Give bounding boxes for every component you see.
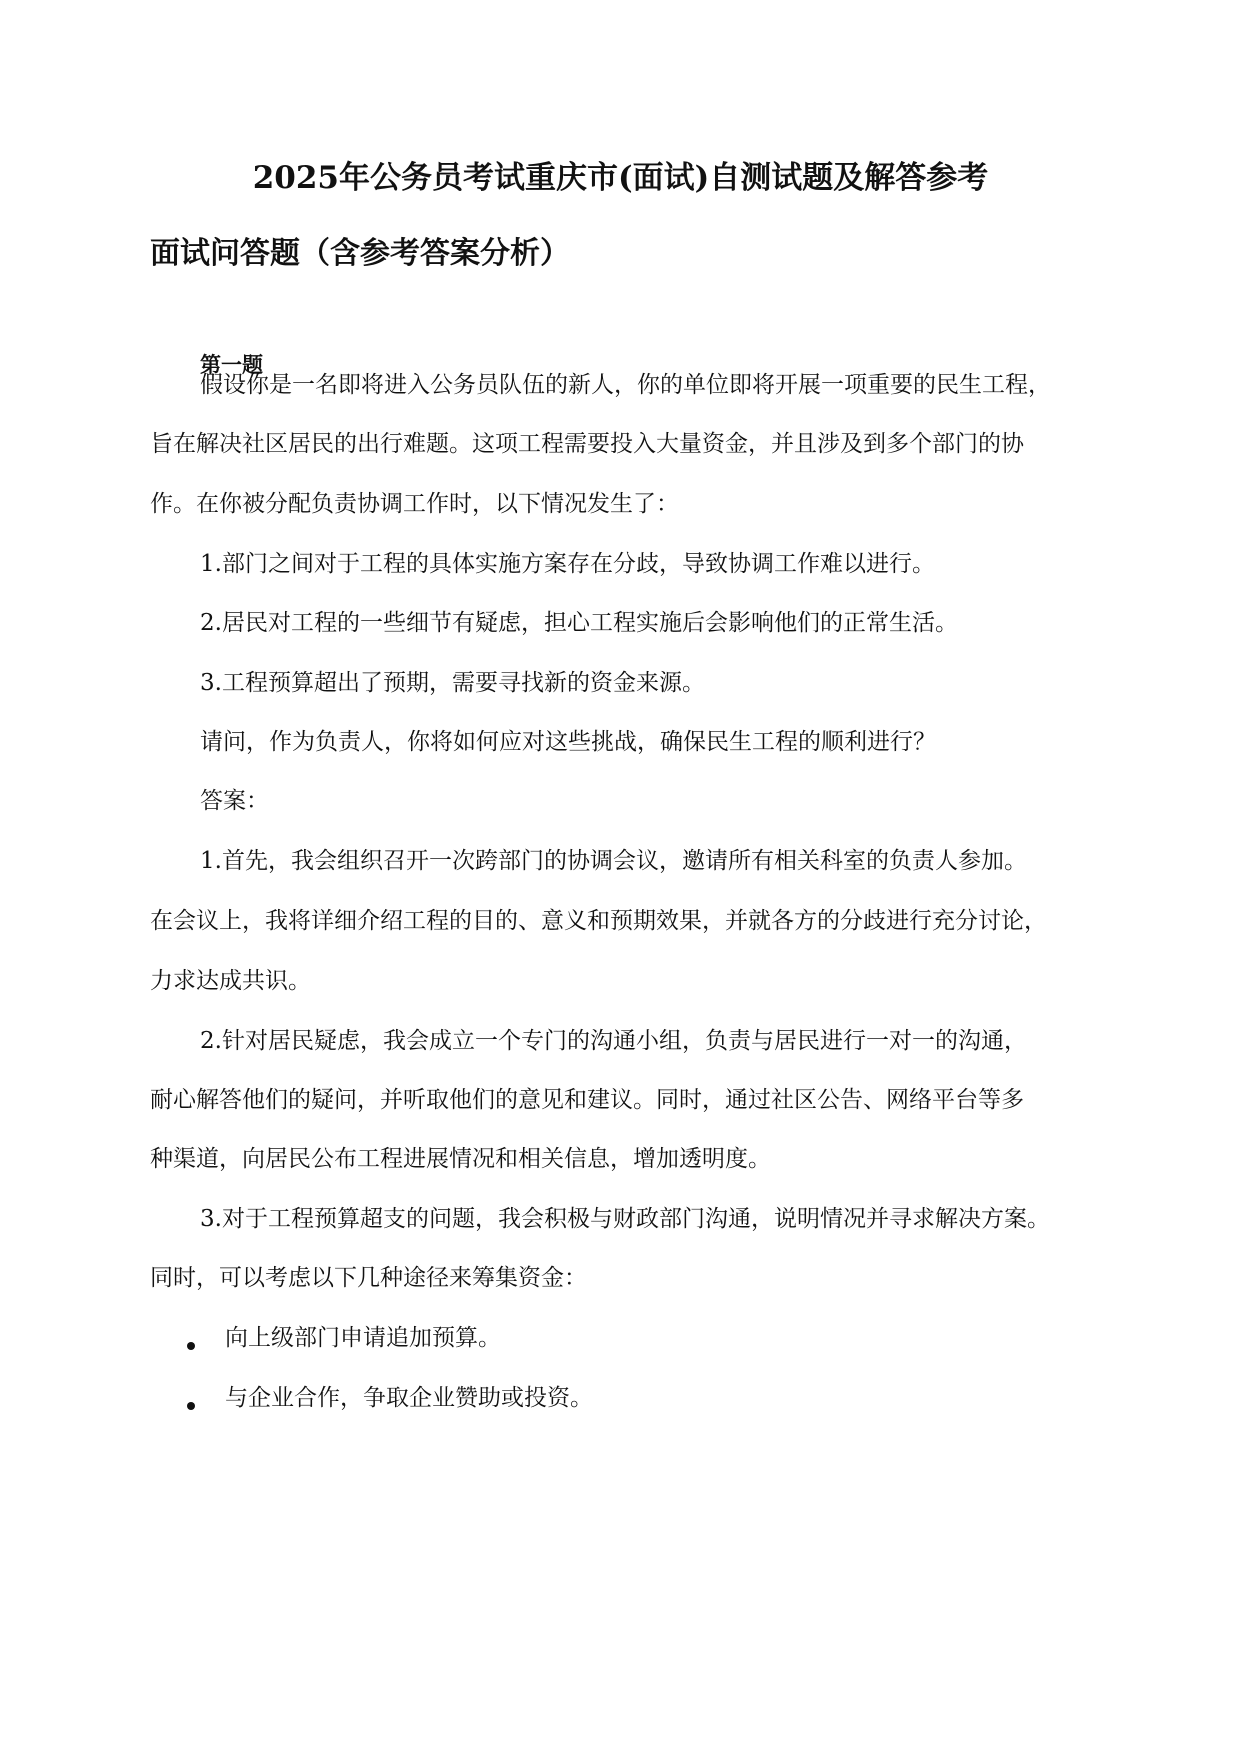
answer-point-1-line-2: 在会议上，我将详细介绍工程的目的、意义和预期效果，并就各方的分歧进行充分讨论， <box>150 908 1047 934</box>
answer-point-2-line-2: 耐心解答他们的疑问，并听取他们的意见和建议。同时，通过社区公告、网络平台等多 <box>150 1087 1024 1113</box>
answer-point-2-line-3: 种渠道，向居民公布工程进展情况和相关信息，增加透明度。 <box>150 1146 771 1172</box>
answer-point-1-line-3: 力求达成共识。 <box>150 968 311 994</box>
section-heading: 面试问答题（含参考答案分析） <box>150 236 570 271</box>
document-title: 2025年公务员考试重庆市(面试)自测试题及解答参考 <box>252 160 989 196</box>
situation-item-1: 1.部门之间对于工程的具体实施方案存在分歧，导致协调工作难以进行。 <box>200 551 935 577</box>
situation-item-2: 2.居民对工程的一些细节有疑虑，担心工程实施后会影响他们的正常生活。 <box>200 610 958 636</box>
answer-point-2-line-1: 2.针对居民疑虑，我会成立一个专门的沟通小组，负责与居民进行一对一的沟通， <box>200 1028 1027 1054</box>
answer-label: 答案： <box>200 788 269 814</box>
situation-item-3: 3.工程预算超出了预期，需要寻找新的资金来源。 <box>200 670 705 696</box>
question-prompt: 请问，作为负责人，你将如何应对这些挑战，确保民生工程的顺利进行？ <box>200 729 936 755</box>
answer-point-1-line-1: 1.首先，我会组织召开一次跨部门的协调会议，邀请所有相关科室的负责人参加。 <box>200 848 1027 874</box>
funding-option-1: 向上级部门申请追加预算。 <box>225 1325 501 1351</box>
answer-point-3-line-1: 3.对于工程预算超支的问题，我会积极与财政部门沟通，说明情况并寻求解决方案。 <box>200 1206 1050 1232</box>
bullet-icon <box>187 1342 195 1350</box>
question-intro-line-2: 旨在解决社区居民的出行难题。这项工程需要投入大量资金，并且涉及到多个部门的协 <box>150 431 1024 457</box>
answer-point-3-line-2: 同时，可以考虑以下几种途径来筹集资金： <box>150 1265 587 1291</box>
funding-option-2: 与企业合作，争取企业赞助或投资。 <box>225 1385 593 1411</box>
question-intro-line-3: 作。在你被分配负责协调工作时，以下情况发生了： <box>150 491 679 517</box>
question-intro-line-1: 假设你是一名即将进入公务员队伍的新人，你的单位即将开展一项重要的民生工程， <box>200 372 1051 398</box>
bullet-icon <box>187 1402 195 1410</box>
question-label: 第一题 <box>200 352 263 377</box>
